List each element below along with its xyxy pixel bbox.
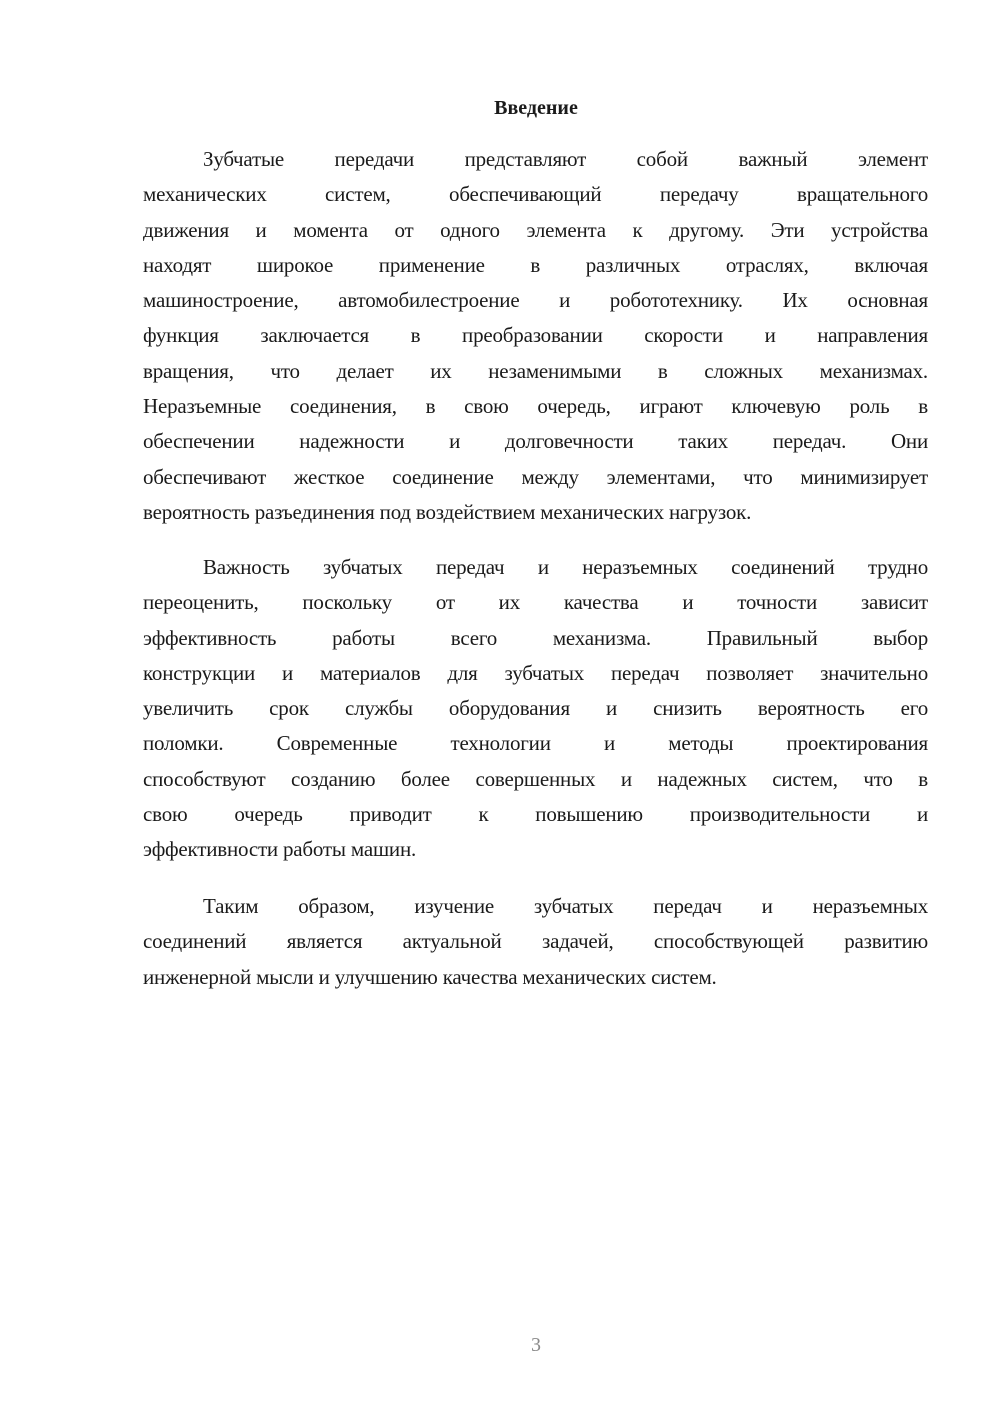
text-line: инженерной мысли и улучшению качества механических систем.: [143, 964, 717, 989]
paragraph-3: [143, 889, 928, 995]
text-line: эффективность работы всего механизма. Правильный выбор: [143, 625, 928, 650]
text-line: находят широкое применение в различных отраслях, включая: [143, 252, 928, 277]
text-line: движения и момента от одного элемента к другому. Эти устройства: [143, 217, 928, 242]
text-line: свою очередь приводит к повышению производительности и: [143, 802, 928, 827]
text-line: переоценить, поскольку от их качества и точности зависит: [143, 590, 928, 615]
text-line: способствуют созданию более совершенных и надежных систем, что в: [143, 766, 928, 791]
text-line: поломки. Современные технологии и методы проектирования: [143, 731, 928, 756]
page-number: 3: [531, 1334, 541, 1356]
section-heading: Введение: [494, 97, 578, 119]
text-line: вероятность разъединения под воздействием механических нагрузок.: [143, 499, 752, 524]
text-line: обеспечивают жесткое соединение между элементами, что минимизирует: [143, 464, 928, 489]
text-line: функция заключается в преобразовании скорости и направления: [143, 323, 928, 348]
text-line: Таким образом, изучение зубчатых передач и неразъемных: [203, 894, 928, 918]
text-line: соединений является актуальной задачей, способствующей развитию: [143, 929, 928, 954]
paragraph-1: [143, 142, 928, 530]
text-line: Зубчатые передачи представляют собой важный элемент: [203, 147, 928, 171]
text-line: механических систем, обеспечивающий передачу вращательного: [143, 182, 928, 207]
text-line: эффективности работы машин.: [143, 837, 417, 862]
text-line: машиностроение, автомобилестроение и робототехнику. Их основная: [143, 288, 928, 313]
text-line: Важность зубчатых передач и неразъемных соединений трудно: [203, 555, 928, 579]
text-line: конструкции и материалов для зубчатых передач позволяет значительно: [143, 660, 928, 685]
text-line: увеличить срок службы оборудования и снизить вероятность его: [143, 696, 928, 721]
text-line: обеспечении надежности и долговечности таких передач. Они: [143, 429, 928, 454]
paragraph-2: [143, 550, 928, 868]
text-line: Неразъемные соединения, в свою очередь, играют ключевую роль в: [143, 394, 928, 419]
text-line: вращения, что делает их незаменимыми в сложных механизмах.: [143, 358, 928, 383]
